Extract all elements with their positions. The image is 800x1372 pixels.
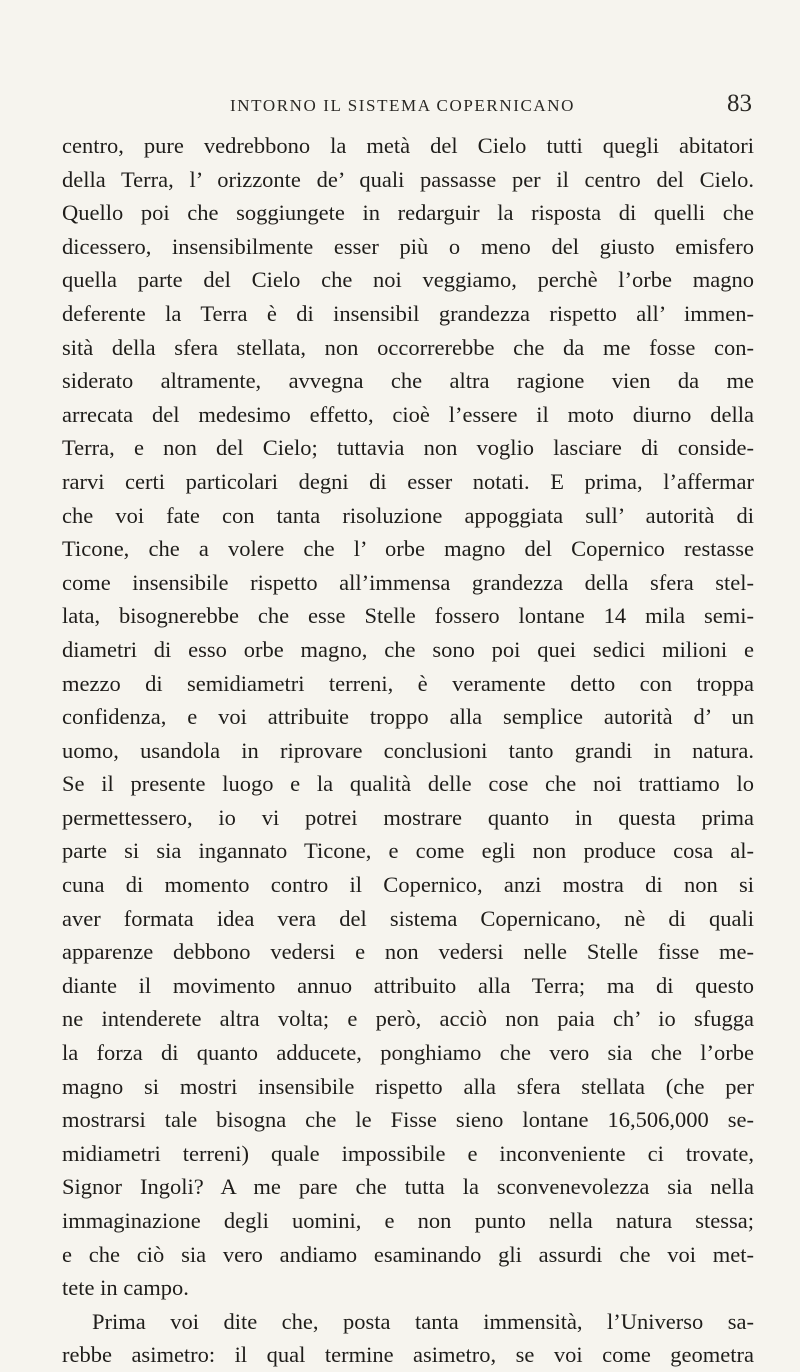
text-line: arrecata del medesimo effetto, cioè l’essere il moto diurno della: [62, 401, 754, 427]
running-title: INTORNO IL SISTEMA COPERNICANO: [230, 96, 576, 115]
text-line: sità della sfera stellata, non occorrerebbe che da me fosse con-: [62, 334, 754, 360]
text-line: diametri di esso orbe magno, che sono poi quei sedici milioni e: [62, 636, 754, 662]
text-line: Se il presente luogo e la qualità delle cose che noi trattiamo lo: [62, 771, 754, 797]
text-line: rebbe asimetro: il qual termine asimetro, se voi come geometra: [62, 1342, 754, 1368]
text-line: Terra, e non del Cielo; tuttavia non voglio lasciare di conside-: [62, 435, 754, 461]
running-head: [62, 90, 752, 124]
text-line: della Terra, l’ orizzonte de’ quali passasse per il centro del Cielo.: [62, 166, 754, 192]
text-line: quella parte del Cielo che noi veggiamo, perchè l’orbe magno: [62, 267, 754, 293]
text-line: uomo, usandola in riprovare conclusioni tanto grandi in natura.: [62, 737, 754, 763]
page-number: 83: [727, 90, 752, 117]
text-line: immaginazione degli uomini, e non punto nella natura stessa;: [62, 1208, 754, 1233]
text-line: la forza di quanto adducete, ponghiamo che vero sia che l’orbe: [62, 1040, 754, 1066]
text-line: mezzo di semidiametri terreni, è veramente detto con troppa: [62, 670, 754, 696]
text-line: Prima voi dite che, posta tanta immensità, l’Universo sa-: [92, 1308, 754, 1334]
text-line: come insensibile rispetto all’immensa grandezza della sfera stel-: [62, 569, 754, 595]
text-line: dicessero, insensibilmente esser più o meno del giusto emisfero: [62, 233, 754, 259]
text-line: midiametri terreni) quale impossibile e inconveniente ci trovate,: [62, 1140, 754, 1166]
text-line: centro, pure vedrebbono la metà del Cielo tutti quegli abitatori: [62, 133, 754, 158]
body-text: [62, 129, 754, 1372]
text-line: magno si mostri insensibile rispetto alla sfera stellata (che per: [62, 1073, 754, 1099]
text-line: e che ciò sia vero andiamo esaminando gli assurdi che voi met-: [62, 1241, 754, 1267]
text-line: parte si sia ingannato Ticone, e come egli non produce cosa al-: [62, 838, 754, 864]
text-line: confidenza, e voi attribuite troppo alla semplice autorità d’ un: [62, 704, 754, 730]
text-line: diante il movimento annuo attribuito alla Terra; ma di questo: [62, 972, 754, 998]
text-line: Ticone, che a volere che l’ orbe magno del Copernico restasse: [62, 536, 754, 562]
text-line: Quello poi che soggiungete in redarguir la risposta di quelli che: [62, 200, 754, 226]
text-line: cuna di momento contro il Copernico, anzi mostra di non si: [62, 872, 754, 898]
text-line: Signor Ingoli? A me pare che tutta la sconvenevolezza sia nella: [62, 1174, 754, 1200]
text-line: apparenze debbono vedersi e non vedersi nelle Stelle fisse me-: [62, 939, 754, 965]
text-line: rarvi certi particolari degni di esser notati. E prima, l’affermar: [62, 468, 754, 494]
text-line: siderato altramente, avvegna che altra ragione vien da me: [62, 368, 754, 394]
text-line: che voi fate con tanta risoluzione appoggiata sull’ autorità di: [62, 502, 754, 528]
text-line: tete in campo.: [62, 1275, 189, 1301]
text-line: aver formata idea vera del sistema Copernicano, nè di quali: [62, 905, 754, 931]
text-line: permettessero, io vi potrei mostrare quanto in questa prima: [62, 804, 754, 830]
text-line: deferente la Terra è di insensibil grandezza rispetto all’ immen-: [62, 300, 754, 326]
text-line: lata, bisognerebbe che esse Stelle fossero lontane 14 mila semi-: [62, 603, 754, 629]
text-line: ne intenderete altra volta; e però, acciò non paia ch’ io sfugga: [62, 1006, 754, 1032]
text-line: mostrarsi tale bisogna che le Fisse sieno lontane 16,506,000 se-: [62, 1107, 754, 1133]
